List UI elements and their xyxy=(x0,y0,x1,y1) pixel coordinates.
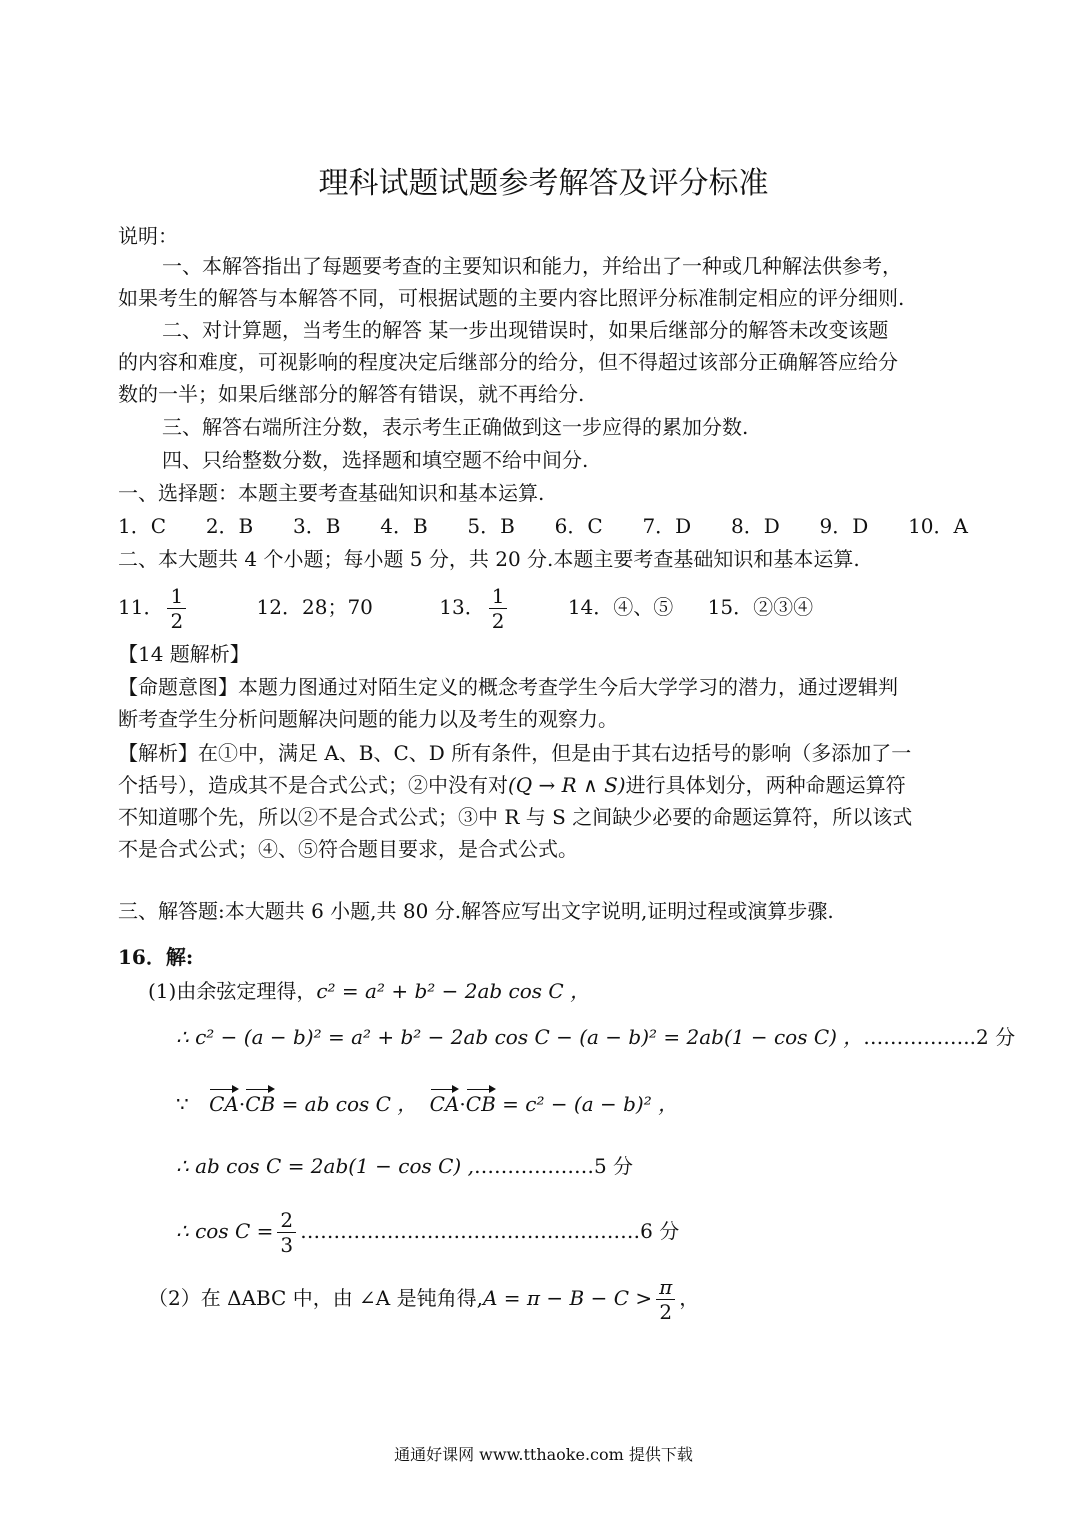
choice-answer: 4．B xyxy=(380,514,428,538)
note-1a: 一、本解答指出了每题要考查的主要知识和能力，并给出了一种或几种解法供参考， xyxy=(162,254,902,278)
choice-answer: 6．C xyxy=(554,514,603,538)
denominator: 3 xyxy=(280,1233,294,1257)
numerator: 1 xyxy=(167,584,186,609)
fraction xyxy=(277,1208,296,1257)
denominator: 2 xyxy=(491,609,505,633)
fill-answers xyxy=(118,580,813,634)
analysis-a: 【解析】在①中，满足 A、B、C、D 所有条件，但是由于其右边括号的影响（多添加了一 xyxy=(118,741,912,765)
choice-answer: 8．D xyxy=(730,514,780,538)
choice-answer: 5．B xyxy=(467,514,515,538)
denominator: 2 xyxy=(170,609,184,633)
choice-answer: 10．A xyxy=(908,514,968,538)
intent-a: 【命题意图】本题力图通过对陌生定义的概念考查学生今后大学学习的潜力，通过逻辑判 xyxy=(118,675,898,699)
step-text: （2）在 ΔABC 中，由 ∠A 是钝角得, xyxy=(148,1286,483,1310)
solution-step-6 xyxy=(148,1272,699,1324)
vector-ca: CA xyxy=(429,1092,460,1116)
formula-expression: (Q → R ∧ S) xyxy=(508,773,626,797)
choice-answer: 9．D xyxy=(819,514,869,538)
analysis-d: 不是合式公式；④、⑤符合题目要求，是合式公式。 xyxy=(118,837,578,861)
choice-answer: 3．B xyxy=(293,514,341,538)
numerator: 1 xyxy=(489,584,508,609)
numerator: 2 xyxy=(277,1208,296,1233)
fill-q11-label: 11． xyxy=(118,595,164,619)
solution-step-3: ∵ CA·CB = ab cos C ， CA·CB = c² − (a − b)² ， xyxy=(176,1092,679,1116)
page-title: 理科试题试题参考解答及评分标准 xyxy=(318,166,769,201)
punctuation: ， xyxy=(679,1286,700,1310)
choice-answers xyxy=(118,512,968,540)
analysis-b-text: 个括号），造成其不是合式公式；②中没有对 xyxy=(118,773,508,797)
fill-q11-fraction xyxy=(167,584,186,633)
fill-q14: 14．④、⑤ xyxy=(567,595,674,619)
note-2a: 二、对计算题，当考生的解答 某一步出现错误时，如果后继部分的解答未改变该题 xyxy=(162,318,889,342)
analysis-b xyxy=(118,771,906,799)
score-marker: ……………..2 分 xyxy=(863,1025,1016,1049)
fill-q12: 12．28；70 xyxy=(256,595,373,619)
formula: c² = a² + b² − 2ab cos C ， xyxy=(316,979,591,1003)
solution-step-5 xyxy=(176,1205,679,1257)
choice-answer: 2．B xyxy=(205,514,254,538)
question-16-label: 16．解: xyxy=(118,945,194,969)
intent-b: 断考查学生分析问题解决问题的能力以及考生的观察力。 xyxy=(118,707,618,731)
denominator: 2 xyxy=(659,1300,673,1324)
formula: = c² − (a − b)² ， xyxy=(502,1092,679,1116)
note-2b: 的内容和难度，可视影响的程度决定后继部分的给分，但不得超过该部分正确解答应给分 xyxy=(118,350,898,374)
note-heading: 说明： xyxy=(118,224,178,248)
formula: A = π − B − C > xyxy=(482,1286,653,1310)
vector-cb: CB xyxy=(465,1092,496,1116)
choice-answer: 1．C xyxy=(118,514,167,538)
solution-step-4 xyxy=(176,1152,633,1180)
fraction xyxy=(656,1275,675,1324)
vector-ca: CA xyxy=(209,1092,239,1116)
note-2c: 数的一半；如果后继部分的解答有错误，就不再给分. xyxy=(118,382,585,406)
because-symbol: ∵ xyxy=(176,1092,189,1116)
fill-q13-label: 13． xyxy=(439,595,485,619)
formula: = ab cos C ， xyxy=(281,1092,418,1116)
section-fill: 二、本大题共 4 个小题；每小题 5 分，共 20 分.本题主要考查基础知识和基本运算. xyxy=(118,547,860,571)
section-choice: 一、选择题：本题主要考查基础知识和基本运算. xyxy=(118,481,545,505)
numerator: π xyxy=(656,1275,675,1300)
step-text: (1)由余弦定理得， xyxy=(148,979,317,1003)
vector-cb: CB xyxy=(245,1092,276,1116)
formula: ∴ ab cos C = 2ab(1 − cos C) , xyxy=(176,1154,474,1178)
note-1b: 如果考生的解答与本解答不同，可根据试题的主要内容比照评分标准制定相应的评分细则. xyxy=(118,286,905,310)
fill-q13-fraction xyxy=(489,584,508,633)
formula: ∴ c² − (a − b)² = a² + b² − 2ab cos C − (a − b)² = 2ab(1 − cos C) ， xyxy=(176,1025,864,1049)
page-footer: 通通好课网 www.tthaoke.com 提供下载 xyxy=(394,1445,693,1464)
fill-q15: 15．②③④ xyxy=(707,595,814,619)
solution-step-1 xyxy=(148,977,590,1005)
analysis-heading: 【14 题解析】 xyxy=(118,642,250,666)
choice-answer: 7．D xyxy=(642,514,692,538)
analysis-c: 不知道哪个先，所以②不是合式公式；③中 R 与 S 之间缺少必要的命题运算符，所以该式 xyxy=(118,805,913,829)
solution-step-2 xyxy=(176,1023,1015,1051)
section-solutions: 三、解答题:本大题共 6 小题,共 80 分.解答应写出文字说明,证明过程或演算步骤. xyxy=(118,899,834,923)
formula: ∴ cos C = xyxy=(176,1219,274,1243)
note-3: 三、解答右端所注分数，表示考生正确做到这一步应得的累加分数. xyxy=(162,415,749,439)
score-marker: ………………5 分 xyxy=(473,1154,634,1178)
score-marker: ……………………………………………6 分 xyxy=(300,1219,680,1243)
note-4: 四、只给整数分数，选择题和填空题不给中间分. xyxy=(162,448,589,472)
analysis-b-text-end: 进行具体划分，两种命题运算符 xyxy=(625,773,906,797)
